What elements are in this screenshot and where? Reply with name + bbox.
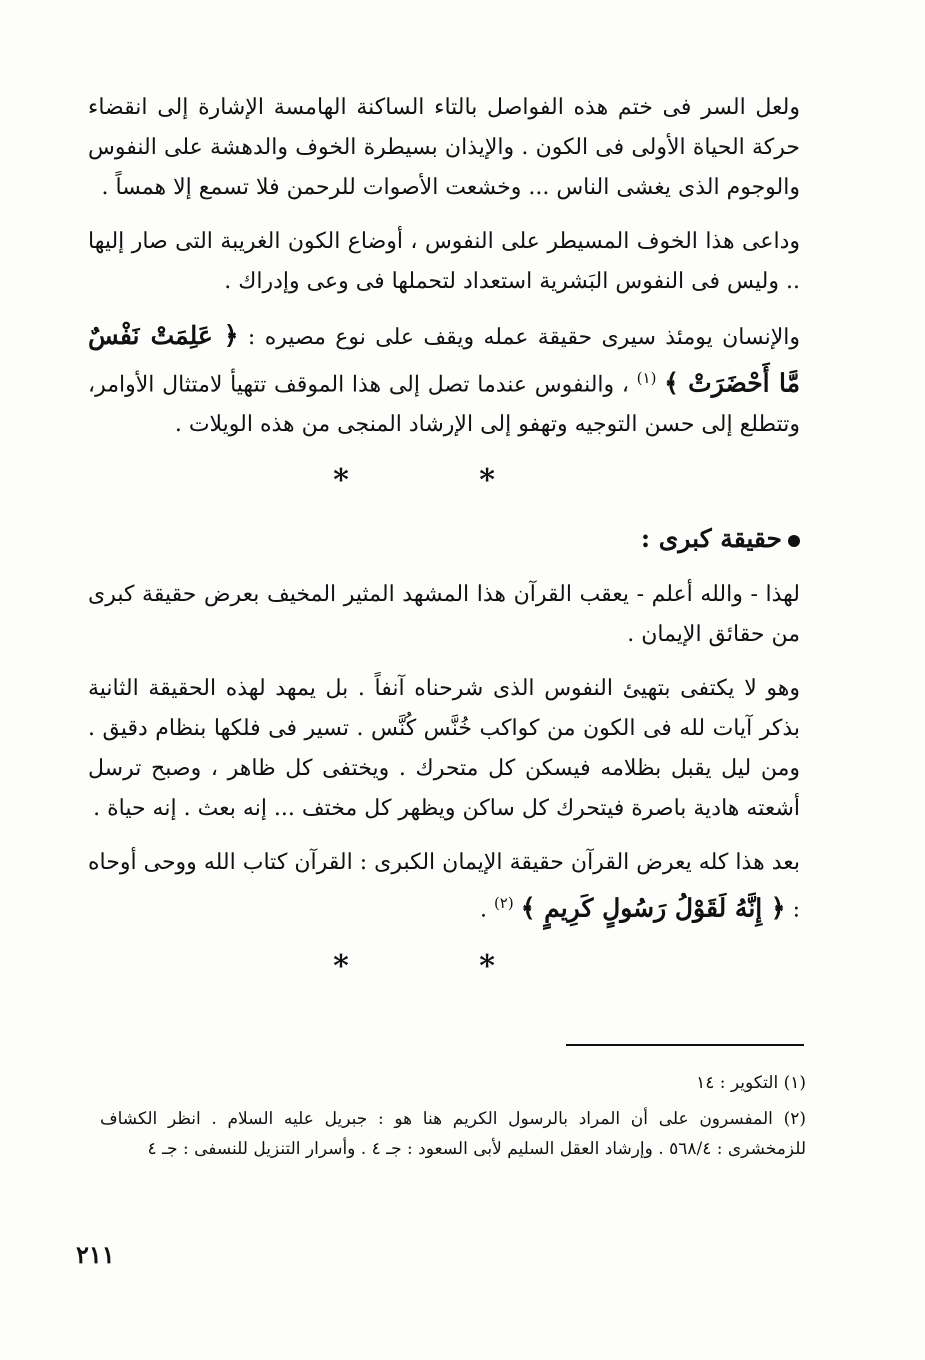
paragraph-6 xyxy=(88,843,800,930)
section-separator: * * xyxy=(333,948,555,984)
paragraph-3-text: والإنسان يومئذ سيرى حقيقة عمله ويقف على نوع مصيره : xyxy=(247,325,800,350)
paragraph-6-end: . xyxy=(479,897,487,923)
main-text xyxy=(88,88,800,1003)
section-heading xyxy=(88,517,800,561)
paragraph-5: وهو لا يكتفى بتهيئ النفوس الذى شرحناه آنفاً . بل يمهد لهذه الحقيقة الثانية بذكر آيات لله فى الكون من كواكب خُنَّس كُنَّس . تسير فى فلكها بنظام دقيق . ومن ليل يقبل بظلامه فيسكن كل متحرك . ويختفى كل ظاهر ، وصبح ترسل أشعته هادية باصرة فيتحرك كل ساكن ويظهر كل مختف ... إنه بعث . إنه حياة . xyxy=(88,676,800,822)
footnote-ref-1: (١) xyxy=(636,369,657,387)
section-separator: * * xyxy=(333,463,555,499)
paragraph-6-text: بعد هذا كله يعرض القرآن حقيقة الإيمان الكبرى : القرآن كتاب الله ووحى أوحاه : xyxy=(88,850,800,923)
paragraph-1: ولعل السر فى ختم هذه الفواصل بالتاء الساكنة الهامسة الإشارة إلى انقضاء حركة الحياة الأولى فى الكون . والإيذان بسيطرة الخوف والدهشة على النفوس والوجوم الذى يغشى الناس ... وخشعت الأصوات للرحمن فلا تسمع إلا همساً . xyxy=(88,95,801,200)
paragraph-4: لهذا - والله أعلم - يعقب القرآن هذا المشهد المثير المخيف بعرض حقيقة كبرى من حقائق الإيمان . xyxy=(88,582,800,648)
paragraph-3-continuation: ، والنفوس عندما تصل إلى هذا الموقف تتهيأ لامتثال الأوامر، وتتطلع إلى حسن التوجيه وتهفو إلى الإرشاد المنجى من هذه الويلات . xyxy=(88,372,800,438)
paragraph-2: وداعى هذا الخوف المسيطر على النفوس ، أوضاع الكون الغريبة التى صار إليها .. وليس فى النفوس البَشرية استعداد لتحملها فى وعى وإدراك . xyxy=(88,229,800,294)
quran-verse: ﴿ إِنَّهُ لَقَوْلُ رَسُولٍ كَرِيمٍ ﴾ xyxy=(520,893,786,923)
bullet-icon xyxy=(788,535,800,547)
page-number: ٢١١ xyxy=(76,1240,115,1269)
footnote-divider xyxy=(566,1044,804,1046)
footnotes xyxy=(100,1068,806,1170)
section-heading-text: حقيقة كبرى : xyxy=(640,524,782,554)
footnote-ref-2: (٢) xyxy=(493,894,514,913)
footnote-2: (٢) المفسرون على أن المراد بالرسول الكريم هنا هو : جبريل عليه السلام . انظر الكشاف للزمخشرى : ٥٦٨/٤ . وإرشاد العقل السليم لأبى السعود : جـ ٤ . وأسرار التنزيل للنسفى : جـ ٤ xyxy=(100,1109,806,1159)
paragraph-3 xyxy=(88,316,800,445)
quran-verse: ﴿ عَلِمَتْ نَفْسٌ مَّا أَحْضَرَتْ ﴾ xyxy=(88,321,801,398)
footnote-1: (١) التكوير : ١٤ xyxy=(696,1073,806,1093)
